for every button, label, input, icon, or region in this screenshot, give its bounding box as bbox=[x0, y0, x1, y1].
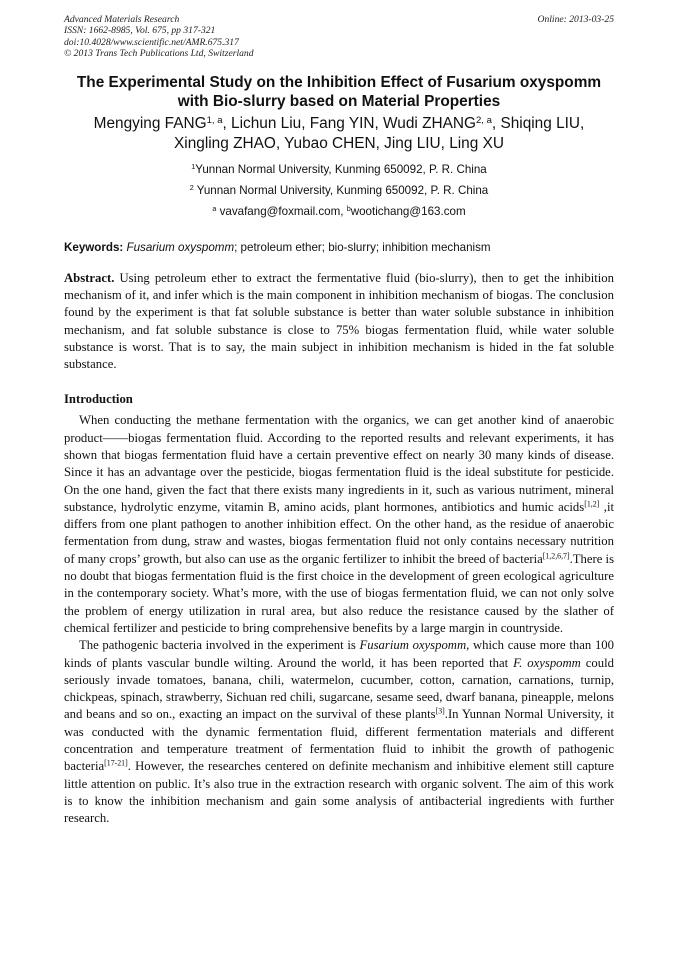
text-run: .In Yunnan Normal University, it was conducted with the dynamic fermentation fluid, different fermentation materials and different concentration and temperature treatment of fermentation fluid to inhibit the growth of pathogenic bacteria bbox=[64, 707, 614, 774]
text-run: The pathogenic bacteria involved in the experiment is bbox=[79, 638, 360, 653]
text-run: ,it differs from one plant pathogen to another inhibition effect. On the other hand, as the residue of anaerobic fermentation from dung, straw and wastes, biogas fermentation fluid not only contains necessary nutrition of many crops’ growth, but also can use as the organic fertilizer to inhibit the breed of bacteria bbox=[64, 499, 614, 566]
title-line-2: with Bio-slurry based on Material Properties bbox=[177, 92, 501, 110]
citation: [1,2] bbox=[584, 499, 600, 509]
affil-text: Yunnan Normal University, Kunming 650092, P. R. China bbox=[195, 162, 487, 176]
affiliation-1 bbox=[64, 163, 614, 177]
author-list bbox=[64, 114, 614, 154]
paper-page bbox=[64, 14, 614, 828]
author-line-1 bbox=[64, 114, 614, 134]
species-name: Fusarium oxyspomm bbox=[359, 638, 467, 653]
keyword-italic: Fusarium oxyspomm bbox=[126, 240, 235, 254]
copyright-line: © 2013 Trans Tech Publications Ltd, Switzerland bbox=[64, 48, 254, 60]
affil-marker: 1 bbox=[191, 161, 196, 171]
keywords bbox=[64, 241, 614, 255]
intro-paragraph-2 bbox=[64, 637, 614, 827]
email-marker: b bbox=[346, 203, 351, 213]
citation: [1,2,6,7] bbox=[542, 551, 570, 561]
text-run: , which cause more than 100 kinds of plants vascular bundle wilting. Around the world, it has been reported that bbox=[64, 638, 614, 670]
author-line-2: Xingling ZHAO, Yubao CHEN, Jing LIU, Ling XU bbox=[174, 134, 504, 152]
author-affil-marker: 2, a bbox=[476, 114, 492, 126]
title-line-1: The Experimental Study on the Inhibition Effect of Fusarium oxyspomm bbox=[76, 73, 602, 91]
section-heading-introduction: Introduction bbox=[64, 392, 133, 407]
affil-marker: 2 bbox=[189, 182, 194, 192]
author-affil-marker: 1, a bbox=[206, 114, 223, 126]
affiliation-2 bbox=[64, 184, 614, 198]
keywords-list: ; petroleum ether; bio-slurry; inhibition mechanism bbox=[234, 240, 491, 254]
text-run: .There is no doubt that biogas fermentation fluid is the first choice in the development of green ecological agriculture in the contemporary society. What’s more, with the use of biogas fermentation fluid, we can not only solve the problem of energy utilization in rural area, but also reduce the resistance caused by the slather of chemical fertilizer and pesticide to bring comprehensive benefits by a large margin in countryside. bbox=[64, 551, 615, 635]
issn-line: ISSN: 1662-8985, Vol. 675, pp 317-321 bbox=[64, 25, 216, 37]
citation: [17-21] bbox=[104, 759, 128, 769]
keywords-label: Keywords: bbox=[64, 240, 124, 254]
author-emails bbox=[64, 205, 614, 219]
abstract-text: Using petroleum ether to extract the fermentative fluid (bio-slurry), then to get the inhibition mechanism of it, and infer which is the main component in inhibition mechanism of biogas. The conclusion found by the experiment is that fat soluble substance is better than water soluble substance in inhibition mechanism, and fat soluble substance is close to 75% biogas fermentation fluid, while water soluble substance is worst. That is to say, the main subject in inhibition mechanism is hided in the fat soluble substance. bbox=[64, 270, 614, 372]
email-a: vavafang@foxmail.com, bbox=[216, 204, 347, 218]
email-b: wootichang@163.com bbox=[350, 204, 466, 218]
journal-name: Advanced Materials Research bbox=[64, 14, 180, 25]
text-run: could seriously invade tomatoes, banana, chili, watermelon, cucumber, cotton, carnation, carnations, turnip, chickpeas, spinach, strawberry, Sichuan red chili, sugarcane, sesame seed, dwarf banana, pineapple, melons and beans and so on., exacting an impact on the survival of these plants bbox=[64, 655, 614, 722]
affil-text: Yunnan Normal University, Kunming 650092, P. R. China bbox=[193, 183, 489, 197]
text-run: When conducting the methane fermentation with the organics, we can get another kind of anaerobic product——biogas fermentation fluid. According to the reported results and relevant experiments, it has shown that biogas fermentation fluid have a certain preventive effect on nearly 30 many kinds of disease. Since it has an advantage over the pesticide, biogas fermentation fluid is the ideal substitute for pesticide. On the one hand, given the fact that there exists many ingredients in it, such as various nutriment, mineral substance, hydrolytic enzyme, vitamin B, amino acids, plant hormones, antibiotics and humic acids bbox=[64, 413, 614, 514]
abstract-paragraph bbox=[64, 270, 614, 374]
journal-header bbox=[64, 14, 614, 60]
author-names: , Shiqing LIU, bbox=[491, 114, 585, 132]
abstract-label: Abstract. bbox=[64, 270, 115, 285]
species-name: F. oxyspomm bbox=[513, 655, 581, 670]
online-date: Online: 2013-03-25 bbox=[537, 14, 614, 25]
author-names: , Lichun Liu, Fang YIN, Wudi ZHANG bbox=[222, 114, 476, 132]
text-run: . However, the researches centered on definite mechanism and inhibitive element still capture little attention on public. It’s also true in the extraction research with organic solvent. The aim of this work is to know the inhibition mechanism and gain some analysis of antibacterial ingredients with further research. bbox=[64, 759, 614, 826]
email-marker: a bbox=[212, 203, 217, 213]
author-name: Mengying FANG bbox=[93, 114, 207, 132]
citation: [3] bbox=[435, 707, 445, 717]
doi-line: doi:10.4028/www.scientific.net/AMR.675.317 bbox=[64, 36, 239, 48]
intro-paragraph-1 bbox=[64, 412, 614, 637]
paper-title bbox=[64, 73, 614, 111]
